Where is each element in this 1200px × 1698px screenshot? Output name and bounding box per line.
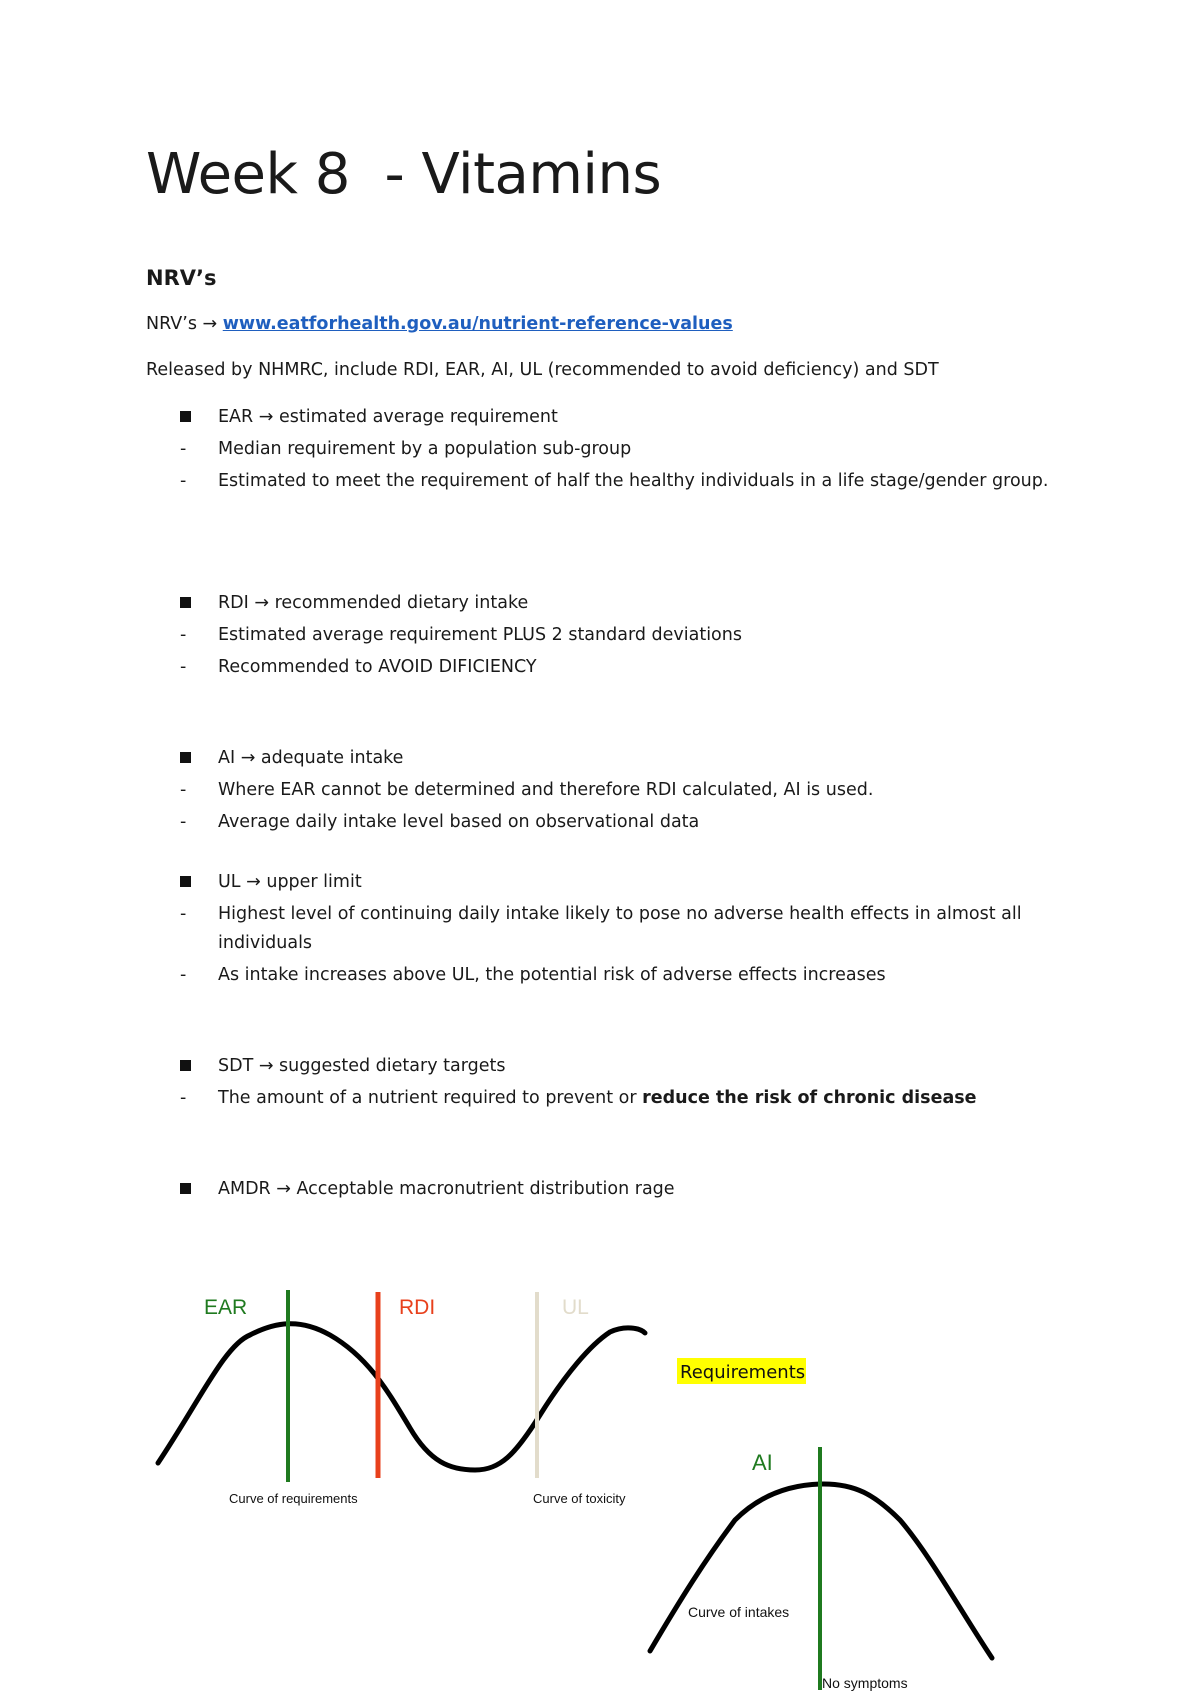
ul-label: UL xyxy=(562,1296,589,1319)
dash-text: As intake increases above UL, the potential risk of adverse effects increases xyxy=(218,965,886,985)
bullet-text: SDT → suggested dietary targets xyxy=(218,1056,506,1076)
dash-text-bold: reduce the risk of chronic disease xyxy=(642,1088,977,1108)
link-prefix: NRV’s → xyxy=(146,314,223,334)
requirements-label: Requirements xyxy=(680,1362,806,1383)
rdi-label: RDI xyxy=(399,1296,436,1319)
bullet-text: UL → upper limit xyxy=(218,872,362,892)
toxicity-caption: Curve of toxicity xyxy=(533,1491,626,1506)
bullet-text: RDI → recommended dietary intake xyxy=(218,593,529,613)
ai-label: AI xyxy=(752,1450,773,1475)
dash-text: Where EAR cannot be determined and therefore RDI calculated, AI is used. xyxy=(218,780,874,800)
ear-label: EAR xyxy=(204,1296,248,1319)
dash-marker: - xyxy=(180,471,187,491)
bullet-text: EAR → estimated average requirement xyxy=(218,407,558,427)
no-symptoms-caption: No symptoms xyxy=(822,1675,908,1691)
intakes-caption: Curve of intakes xyxy=(688,1604,790,1620)
dash-text: Average daily intake level based on observational data xyxy=(218,812,700,832)
eatforhealth-link[interactable]: www.eatforhealth.gov.au/nutrient-reference-values xyxy=(222,314,733,334)
dash-text: Recommended to AVOID DIFICIENCY xyxy=(218,657,537,677)
requirements-caption: Curve of requirements xyxy=(229,1491,358,1506)
section-heading-nrvs: NRV’s xyxy=(146,266,217,290)
dash-marker: - xyxy=(180,812,187,832)
dash-marker: - xyxy=(180,904,187,924)
dash-marker: - xyxy=(180,780,187,800)
dash-text: Estimated to meet the requirement of half the healthy individuals in a life stage/gender group. xyxy=(218,471,1049,491)
page-title: Week 8 - Vitamins xyxy=(146,142,662,207)
dash-marker: - xyxy=(180,439,187,459)
intro-paragraph: Released by NHMRC, include RDI, EAR, AI, UL (recommended to avoid deficiency) and SDT xyxy=(146,360,939,380)
dash-marker: - xyxy=(180,657,187,677)
bullet-text: AMDR → Acceptable macronutrient distribution rage xyxy=(218,1179,675,1199)
dash-marker: - xyxy=(180,625,187,645)
bullet-text: AI → adequate intake xyxy=(218,748,404,768)
dash-text: Highest level of continuing daily intake likely to pose no adverse health effects in almost all individuals xyxy=(218,904,1022,953)
requirements-toxicity-curve xyxy=(158,1324,645,1470)
dash-marker: - xyxy=(180,1088,187,1108)
dash-marker: - xyxy=(180,965,187,985)
dash-text: Estimated average requirement PLUS 2 standard deviations xyxy=(218,625,742,645)
dash-text: Median requirement by a population sub-group xyxy=(218,439,632,459)
dash-text-plain: The amount of a nutrient required to prevent or xyxy=(218,1088,643,1108)
